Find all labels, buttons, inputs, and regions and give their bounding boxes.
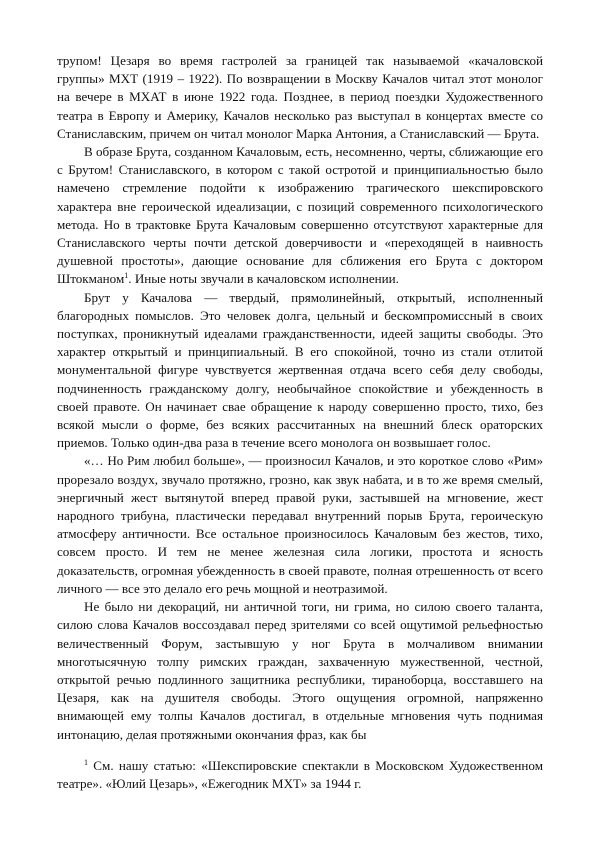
footnote-ref-1[interactable]: 1 <box>124 271 129 281</box>
paragraph-2 <box>57 143 543 289</box>
paragraph-2-tail: . Иные ноты звучали в качаловском исполнении. <box>128 271 399 287</box>
paragraph-4: «… Но Рим любил больше», — произносил Качалов, и это короткое слово «Рим» прорезало воздух, звучало протяжно, грозно, как звук набата, и в то же время смелый, энергичный жест вытянутой вперед правой руки, застывшей на мгновение, жест народного трибуна, пластически передавал внутренний порыв Брута, героическую атмосферу античности. Все остальное произносилось Качаловым без жестов, тихо, совсем просто. И тем не менее железная сила логики, простота и ясность доказательств, огромная убежденность в своей правоте, полная отрешенность от всего личного — все это делало его речь мощной и неотразимой. <box>57 453 543 596</box>
footnotes <box>57 757 543 793</box>
body-text <box>57 52 543 744</box>
footnote-1 <box>57 757 543 793</box>
paragraph-3: Брут у Качалова — твердый, прямолинейный, открытый, исполненный благородных помыслов. Это человек долга, цельный и бескомпромиссный в своих поступках, проникнутый идеалами гражданственности, идеей защиты свободы. Это характер открытый и принципиальный. В его спокойной, точно из стали отлитой монументальной фигуре чувствуется жертвенная отдача всего себя делу свободы, подчиненность гражданскому долгу, необычайное спокойствие и убежденность в своей правоте. Он начинает свае обращение к народу совершенно просто, тихо, без всякой мысли о форме, без всяких рассчитанных на внешний блеск ораторских приемов. Только один-два раза в течение всего монолога он возвышает голос. <box>57 289 543 451</box>
footnote-text: См. нашу статью: «Шекспировские спектакли в Московском Художественном театре». «Юлий Цезарь», «Ежегодник МХТ» за 1944 г. <box>57 758 543 792</box>
paragraph-2-text: В образе Брута, созданном Качаловым, есть, несомненно, черты, сближающие его с Брутом! Станиславского, в котором с такой остротой и принципиальностью было намечено стремление подойти к изображению трагического шекспировского характера вне героической идеализации, с позиций современного психологического метода. Но в трактовке Брута Качаловым совершенно отсутствуют характерные для Станиславского черты почти детской доверчивости и «переходящей в наивность душевной простоты», дающие основание для сближения его Брута с доктором Штокманом <box>57 144 543 287</box>
paragraph-1: трупом! Цезаря во время гастролей за границей так называемой «качаловской группы» МХТ (1919 – 1922). По возвращении в Москву Качалов читал этот монолог на вечере в МХАТ в июне 1922 года. Позднее, в период поездки Художественного театра в Европу и Америку, Качалов несколько раз выступал в концертах вместе со Станиславским, причем он читал монолог Марка Антония, а Станиславский — Брута. <box>57 53 543 141</box>
paragraph-5: Не было ни декораций, ни античной тоги, ни грима, но силою своего таланта, силою слова Качалов воссоздавал перед зрителями со всей ощутимой рельефностью величественный Форум, застывшую у ног Брута в молчаливом внимании многотысячную толпу римских граждан, захваченную мужественной, честной, открытой речью подлинного защитника республики, тираноборца, восставшего на Цезаря, как на душителя свободы. Этого ощущения огромной, напряженно внимающей ему толпы Качалов достигал, в отдельные мгновения чуть поднимая интонацию, делая протяжными окончания фраз, как бы <box>57 599 543 742</box>
footnote-mark: 1 <box>84 758 88 767</box>
